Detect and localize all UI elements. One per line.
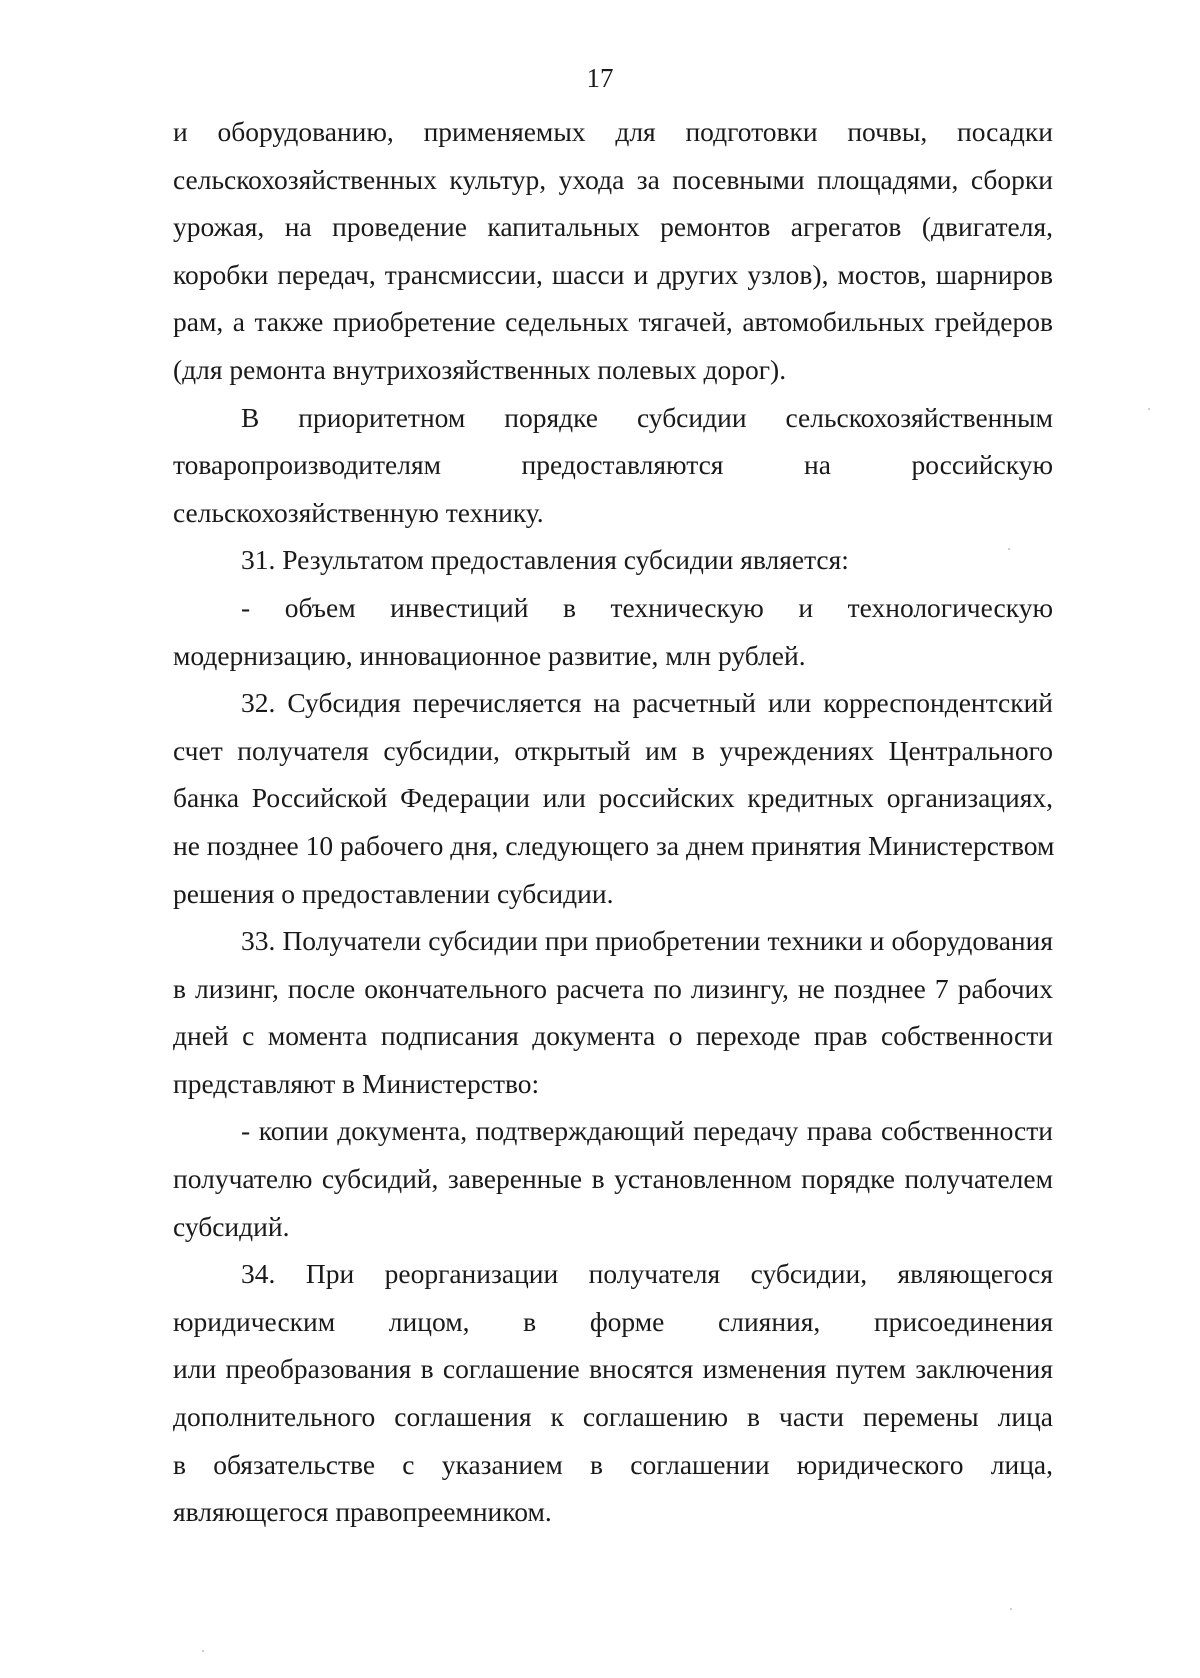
document-body <box>173 108 1053 1536</box>
text-line: рам, а также приобретение седельных тягачей, автомобильных грейдеров <box>173 306 1053 338</box>
text-line: 31. Результатом предоставления субсидии является: <box>241 544 849 576</box>
text-line: в лизинг, после окончательного расчета по лизингу, не позднее 7 рабочих <box>173 972 1053 1004</box>
text-line: решения о предоставлении субсидии. <box>173 877 614 909</box>
text-line: 33. Получатели субсидии при приобретении техники и оборудования <box>241 925 1053 957</box>
paragraph-31-item <box>173 584 1053 679</box>
text-line: 32. Субсидия перечисляется на расчетный или корреспондентский <box>241 687 1053 719</box>
paragraph-33-item <box>173 1107 1053 1250</box>
text-line: и оборудованию, применяемых для подготовки почвы, посадки <box>173 116 1053 147</box>
text-line: или преобразования в соглашение вносятся изменения путем заключения <box>173 1353 1053 1385</box>
text-line: сельскохозяйственных культур, ухода за посевными площадями, сборки <box>173 163 1053 195</box>
text-line: субсидий. <box>173 1210 290 1242</box>
paragraph-continuation <box>173 108 1053 394</box>
text-line: дней с момента подписания документа о переходе прав собственности <box>173 1020 1053 1052</box>
scan-speck <box>1008 548 1010 550</box>
paragraph-34 <box>173 1250 1053 1536</box>
text-line: не позднее 10 рабочего дня, следующего за днем принятия Министерством <box>173 829 1055 861</box>
paragraph-31 <box>173 536 1053 584</box>
scan-speck <box>1010 1608 1012 1610</box>
text-line: - объем инвестиций в техническую и технологическую <box>241 591 1053 623</box>
text-line: (для ремонта внутрихозяйственных полевых дорог). <box>173 353 787 385</box>
paragraph-33 <box>173 917 1053 1107</box>
text-line: - копии документа, подтверждающий передачу права собственности <box>241 1115 1053 1147</box>
text-line: В приоритетном порядке субсидии сельскохозяйственным <box>241 401 1053 433</box>
text-line: банка Российской Федерации или российских кредитных организациях, <box>173 782 1053 814</box>
page-number: 17 <box>586 63 614 93</box>
text-line: коробки передач, трансмиссии, шасси и других узлов), мостов, шарниров <box>173 258 1053 290</box>
scan-speck <box>202 1650 204 1652</box>
text-line: являющегося правопреемником. <box>173 1496 552 1528</box>
text-line: представляют в Министерство: <box>173 1067 540 1099</box>
paragraph-32 <box>173 679 1053 917</box>
text-line: юридическим лицом, в форме слияния, присоединения <box>173 1305 1053 1337</box>
text-line: модернизацию, инновационное развитие, млн рублей. <box>173 639 806 671</box>
text-line: счет получателя субсидии, открытый им в учреждениях Центрального <box>173 734 1053 766</box>
scan-speck <box>1148 408 1150 410</box>
text-line: урожая, на проведение капитальных ремонтов агрегатов (двигателя, <box>173 211 1053 243</box>
text-line: товаропроизводителям предоставляются на российскую <box>173 449 1053 481</box>
text-line: получателю субсидий, заверенные в установленном порядке получателем <box>173 1163 1053 1195</box>
text-line: дополнительного соглашения к соглашению в части перемены лица <box>173 1401 1053 1433</box>
text-line: в обязательстве с указанием в соглашении юридического лица, <box>173 1448 1053 1480</box>
text-line: сельскохозяйственную технику. <box>173 496 544 528</box>
paragraph-priority <box>173 394 1053 537</box>
text-line: 34. При реорганизации получателя субсидии, являющегося <box>241 1258 1053 1290</box>
